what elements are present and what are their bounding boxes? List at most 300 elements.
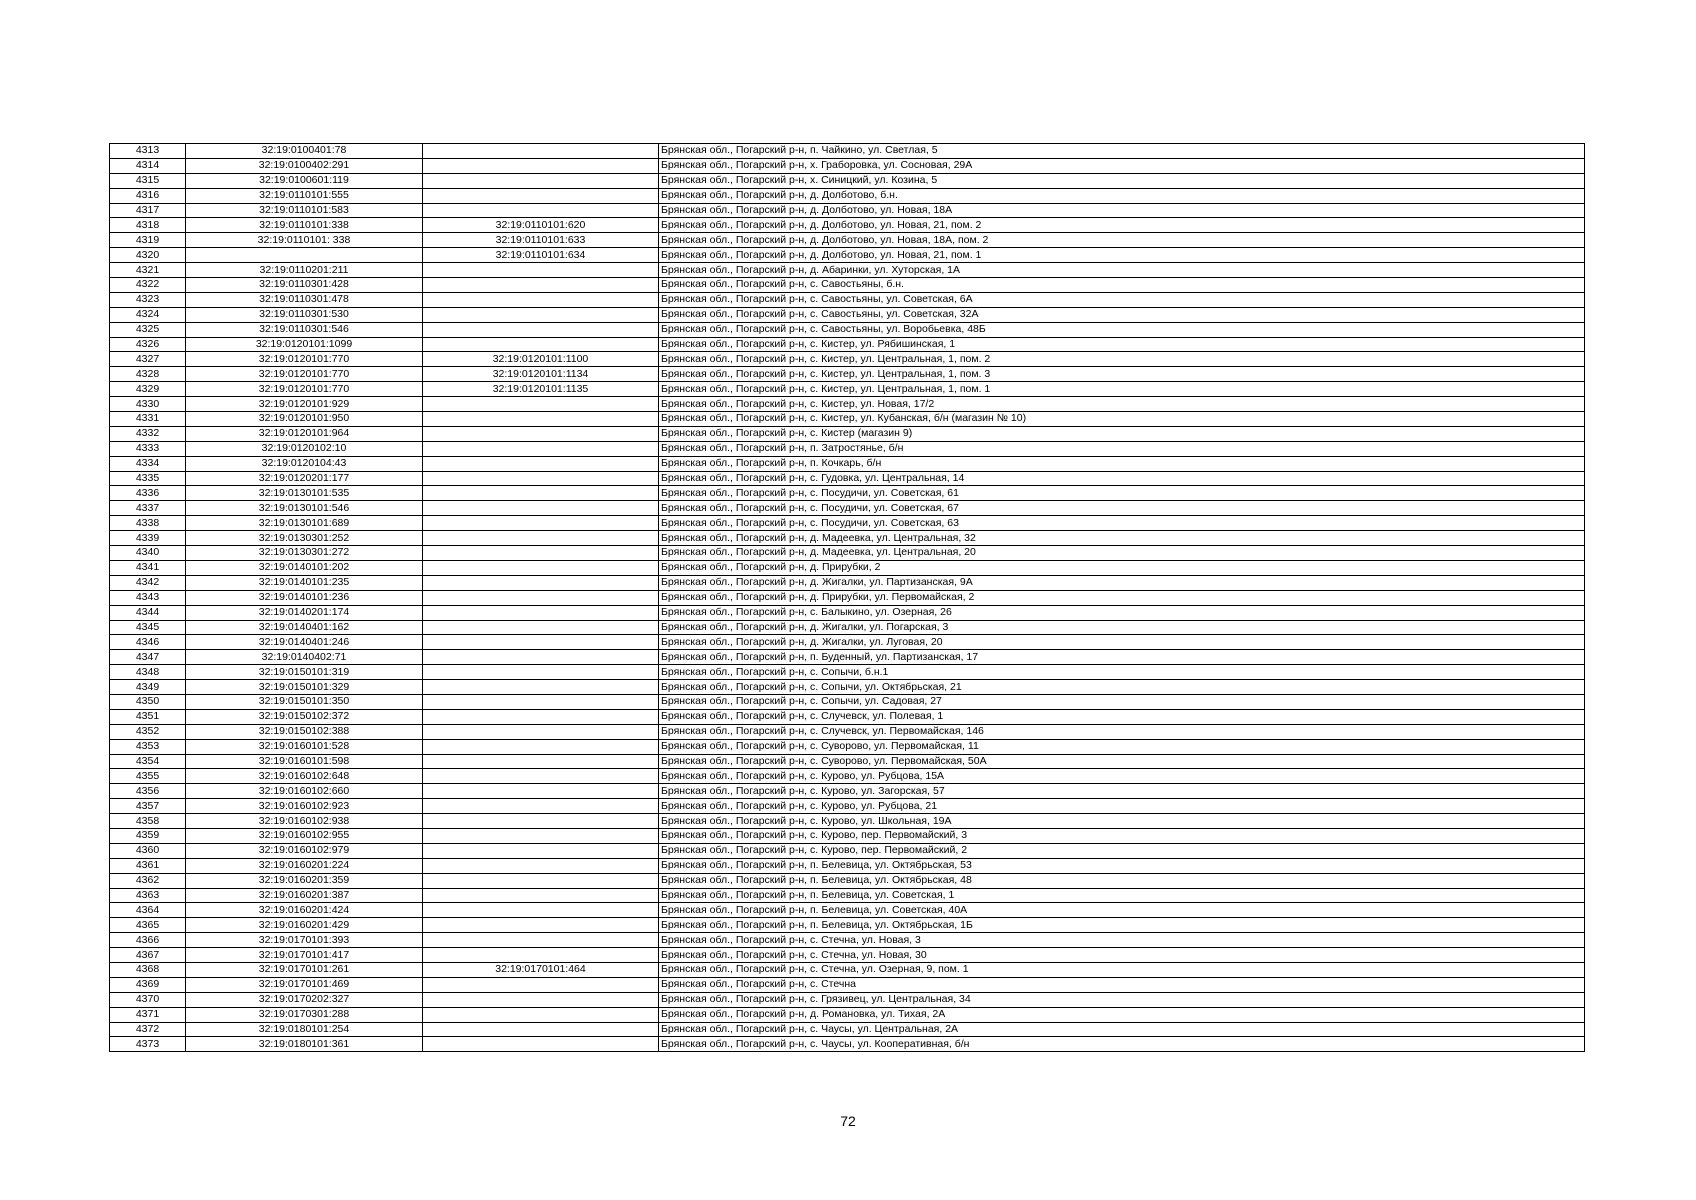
table-row	[110, 158, 1585, 173]
cadastral-number-cell: 32:19:0120201:177	[186, 471, 423, 486]
cadastral-number-cell: 32:19:0150101:350	[186, 694, 423, 709]
row-number-cell: 4356	[110, 784, 186, 799]
premises-cadastral-number-cell: 32:19:0110101:634	[423, 248, 659, 263]
premises-cadastral-number-cell	[423, 739, 659, 754]
table-row	[110, 188, 1585, 203]
row-number-cell: 4317	[110, 203, 186, 218]
address-cell: Брянская обл., Погарский р-н, с. Курово, ул. Школьная, 19А	[659, 814, 1585, 829]
premises-cadastral-number-cell	[423, 769, 659, 784]
table-row	[110, 501, 1585, 516]
cadastral-number-cell: 32:19:0110101:338	[186, 218, 423, 233]
row-number-cell: 4324	[110, 307, 186, 322]
row-number-cell: 4326	[110, 337, 186, 352]
cadastral-number-cell: 32:19:0150102:388	[186, 724, 423, 739]
cadastral-number-cell: 32:19:0140402:71	[186, 650, 423, 665]
cadastral-number-cell: 32:19:0160102:938	[186, 814, 423, 829]
premises-cadastral-number-cell	[423, 531, 659, 546]
premises-cadastral-number-cell	[423, 263, 659, 278]
row-number-cell: 4359	[110, 828, 186, 843]
table-row	[110, 307, 1585, 322]
registry-table-body	[110, 144, 1585, 1052]
cadastral-number-cell: 32:19:0160102:923	[186, 799, 423, 814]
cadastral-number-cell: 32:19:0130101:535	[186, 486, 423, 501]
address-cell: Брянская обл., Погарский р-н, с. Суворово, ул. Первомайская, 11	[659, 739, 1585, 754]
cadastral-number-cell: 32:19:0120101:1099	[186, 337, 423, 352]
cadastral-number-cell: 32:19:0130301:272	[186, 546, 423, 561]
row-number-cell: 4348	[110, 665, 186, 680]
premises-cadastral-number-cell	[423, 1022, 659, 1037]
cadastral-number-cell: 32:19:0130301:252	[186, 531, 423, 546]
premises-cadastral-number-cell	[423, 188, 659, 203]
premises-cadastral-number-cell	[423, 948, 659, 963]
table-row	[110, 560, 1585, 575]
premises-cadastral-number-cell	[423, 814, 659, 829]
cadastral-number-cell: 32:19:0140101:235	[186, 575, 423, 590]
row-number-cell: 4338	[110, 516, 186, 531]
address-cell: Брянская обл., Погарский р-н, п. Затростянье, б/н	[659, 441, 1585, 456]
premises-cadastral-number-cell	[423, 292, 659, 307]
cadastral-number-cell: 32:19:0140101:236	[186, 590, 423, 605]
premises-cadastral-number-cell: 32:19:0110101:633	[423, 233, 659, 248]
row-number-cell: 4370	[110, 992, 186, 1007]
premises-cadastral-number-cell	[423, 903, 659, 918]
premises-cadastral-number-cell	[423, 709, 659, 724]
table-row	[110, 203, 1585, 218]
address-cell: Брянская обл., Погарский р-н, с. Кистер, ул. Центральная, 1, пом. 2	[659, 352, 1585, 367]
premises-cadastral-number-cell	[423, 441, 659, 456]
cadastral-number-cell: 32:19:0110201:211	[186, 263, 423, 278]
address-cell: Брянская обл., Погарский р-н, д. Жигалки, ул. Партизанская, 9А	[659, 575, 1585, 590]
premises-cadastral-number-cell	[423, 843, 659, 858]
cadastral-number-cell: 32:19:0160101:598	[186, 754, 423, 769]
cadastral-number-cell: 32:19:0150101:329	[186, 680, 423, 695]
premises-cadastral-number-cell	[423, 471, 659, 486]
table-row	[110, 828, 1585, 843]
address-cell: Брянская обл., Погарский р-н, с. Гудовка, ул. Центральная, 14	[659, 471, 1585, 486]
table-row	[110, 1037, 1585, 1052]
row-number-cell: 4343	[110, 590, 186, 605]
premises-cadastral-number-cell: 32:19:0120101:1100	[423, 352, 659, 367]
premises-cadastral-number-cell	[423, 620, 659, 635]
table-row	[110, 680, 1585, 695]
table-row	[110, 650, 1585, 665]
cadastral-number-cell: 32:19:0100402:291	[186, 158, 423, 173]
address-cell: Брянская обл., Погарский р-н, д. Прирубки, 2	[659, 560, 1585, 575]
cadastral-number-cell: 32:19:0110101:583	[186, 203, 423, 218]
address-cell: Брянская обл., Погарский р-н, д. Романовка, ул. Тихая, 2А	[659, 1007, 1585, 1022]
table-row	[110, 292, 1585, 307]
cadastral-number-cell: 32:19:0170301:288	[186, 1007, 423, 1022]
cadastral-number-cell: 32:19:0100401:78	[186, 144, 423, 159]
address-cell: Брянская обл., Погарский р-н, п. Буденный, ул. Партизанская, 17	[659, 650, 1585, 665]
premises-cadastral-number-cell	[423, 486, 659, 501]
cadastral-number-cell: 32:19:0170101:417	[186, 948, 423, 963]
table-row	[110, 769, 1585, 784]
premises-cadastral-number-cell	[423, 173, 659, 188]
address-cell: Брянская обл., Погарский р-н, с. Стечна, ул. Озерная, 9, пом. 1	[659, 962, 1585, 977]
premises-cadastral-number-cell	[423, 694, 659, 709]
cadastral-number-cell: 32:19:0110101: 338	[186, 233, 423, 248]
premises-cadastral-number-cell	[423, 456, 659, 471]
address-cell: Брянская обл., Погарский р-н, д. Долботово, ул. Новая, 21, пом. 2	[659, 218, 1585, 233]
cadastral-number-cell: 32:19:0120101:770	[186, 382, 423, 397]
table-row	[110, 709, 1585, 724]
premises-cadastral-number-cell: 32:19:0110101:620	[423, 218, 659, 233]
address-cell: Брянская обл., Погарский р-н, д. Долботово, ул. Новая, 18А	[659, 203, 1585, 218]
row-number-cell: 4366	[110, 933, 186, 948]
address-cell: Брянская обл., Погарский р-н, с. Кистер, ул. Рябишинская, 1	[659, 337, 1585, 352]
table-row	[110, 233, 1585, 248]
cadastral-number-cell: 32:19:0160102:955	[186, 828, 423, 843]
address-cell: Брянская обл., Погарский р-н, с. Посудичи, ул. Советская, 61	[659, 486, 1585, 501]
row-number-cell: 4332	[110, 426, 186, 441]
address-cell: Брянская обл., Погарский р-н, д. Долботово, б.н.	[659, 188, 1585, 203]
premises-cadastral-number-cell	[423, 590, 659, 605]
row-number-cell: 4335	[110, 471, 186, 486]
row-number-cell: 4340	[110, 546, 186, 561]
table-row	[110, 635, 1585, 650]
row-number-cell: 4314	[110, 158, 186, 173]
premises-cadastral-number-cell	[423, 337, 659, 352]
table-row	[110, 322, 1585, 337]
table-row	[110, 412, 1585, 427]
cadastral-number-cell: 32:19:0150102:372	[186, 709, 423, 724]
table-row	[110, 843, 1585, 858]
table-row	[110, 962, 1585, 977]
row-number-cell: 4364	[110, 903, 186, 918]
address-cell: Брянская обл., Погарский р-н, п. Белевица, ул. Октябрьская, 1Б	[659, 918, 1585, 933]
address-cell: Брянская обл., Погарский р-н, д. Мадеевка, ул. Центральная, 20	[659, 546, 1585, 561]
cadastral-number-cell	[186, 248, 423, 263]
address-cell: Брянская обл., Погарский р-н, с. Стечна, ул. Новая, 3	[659, 933, 1585, 948]
address-cell: Брянская обл., Погарский р-н, д. Жигалки, ул. Погарская, 3	[659, 620, 1585, 635]
premises-cadastral-number-cell	[423, 307, 659, 322]
cadastral-number-cell: 32:19:0140201:174	[186, 605, 423, 620]
premises-cadastral-number-cell	[423, 322, 659, 337]
address-cell: Брянская обл., Погарский р-н, п. Чайкино, ул. Светлая, 5	[659, 144, 1585, 159]
table-row	[110, 456, 1585, 471]
address-cell: Брянская обл., Погарский р-н, д. Жигалки, ул. Луговая, 20	[659, 635, 1585, 650]
page-number: 72	[840, 1113, 856, 1129]
table-row	[110, 814, 1585, 829]
address-cell: Брянская обл., Погарский р-н, с. Чаусы, ул. Кооперативная, б/н	[659, 1037, 1585, 1052]
table-row	[110, 620, 1585, 635]
cadastral-number-cell: 32:19:0160102:648	[186, 769, 423, 784]
premises-cadastral-number-cell: 32:19:0170101:464	[423, 962, 659, 977]
premises-cadastral-number-cell	[423, 784, 659, 799]
address-cell: Брянская обл., Погарский р-н, с. Кистер (магазин 9)	[659, 426, 1585, 441]
row-number-cell: 4358	[110, 814, 186, 829]
cadastral-number-cell: 32:19:0160201:429	[186, 918, 423, 933]
premises-cadastral-number-cell: 32:19:0120101:1135	[423, 382, 659, 397]
table-row	[110, 799, 1585, 814]
premises-cadastral-number-cell	[423, 516, 659, 531]
row-number-cell: 4319	[110, 233, 186, 248]
premises-cadastral-number-cell	[423, 412, 659, 427]
address-cell: Брянская обл., Погарский р-н, с. Сопычи, ул. Садовая, 27	[659, 694, 1585, 709]
row-number-cell: 4325	[110, 322, 186, 337]
table-row	[110, 382, 1585, 397]
row-number-cell: 4349	[110, 680, 186, 695]
cadastral-number-cell: 32:19:0180101:361	[186, 1037, 423, 1052]
cadastral-number-cell: 32:19:0120104:43	[186, 456, 423, 471]
cadastral-number-cell: 32:19:0130101:546	[186, 501, 423, 516]
row-number-cell: 4330	[110, 397, 186, 412]
cadastral-number-cell: 32:19:0110301:478	[186, 292, 423, 307]
cadastral-number-cell: 32:19:0120101:964	[186, 426, 423, 441]
row-number-cell: 4355	[110, 769, 186, 784]
table-row	[110, 873, 1585, 888]
address-cell: Брянская обл., Погарский р-н, с. Суворово, ул. Первомайская, 50А	[659, 754, 1585, 769]
address-cell: Брянская обл., Погарский р-н, х. Граборовка, ул. Сосновая, 29А	[659, 158, 1585, 173]
address-cell: Брянская обл., Погарский р-н, д. Абаринки, ул. Хуторская, 1А	[659, 263, 1585, 278]
premises-cadastral-number-cell	[423, 501, 659, 516]
address-cell: Брянская обл., Погарский р-н, с. Посудичи, ул. Советская, 63	[659, 516, 1585, 531]
cadastral-number-cell: 32:19:0160201:224	[186, 858, 423, 873]
address-cell: Брянская обл., Погарский р-н, с. Савостьяны, ул. Воробьевка, 48Б	[659, 322, 1585, 337]
address-cell: Брянская обл., Погарский р-н, с. Курово, ул. Рубцова, 15А	[659, 769, 1585, 784]
row-number-cell: 4318	[110, 218, 186, 233]
cadastral-number-cell: 32:19:0140401:246	[186, 635, 423, 650]
row-number-cell: 4339	[110, 531, 186, 546]
address-cell: Брянская обл., Погарский р-н, п. Кочкарь, б/н	[659, 456, 1585, 471]
cadastral-number-cell: 32:19:0160201:424	[186, 903, 423, 918]
row-number-cell: 4362	[110, 873, 186, 888]
premises-cadastral-number-cell	[423, 278, 659, 293]
row-number-cell: 4346	[110, 635, 186, 650]
cadastral-number-cell: 32:19:0160201:359	[186, 873, 423, 888]
premises-cadastral-number-cell	[423, 828, 659, 843]
address-cell: Брянская обл., Погарский р-н, д. Мадеевка, ул. Центральная, 32	[659, 531, 1585, 546]
premises-cadastral-number-cell	[423, 635, 659, 650]
cadastral-number-cell: 32:19:0160101:528	[186, 739, 423, 754]
table-row	[110, 888, 1585, 903]
row-number-cell: 4315	[110, 173, 186, 188]
cadastral-number-cell: 32:19:0120101:950	[186, 412, 423, 427]
table-row	[110, 1007, 1585, 1022]
row-number-cell: 4334	[110, 456, 186, 471]
cadastral-number-cell: 32:19:0180101:254	[186, 1022, 423, 1037]
cadastral-number-cell: 32:19:0140401:162	[186, 620, 423, 635]
address-cell: Брянская обл., Погарский р-н, с. Савостьяны, ул. Советская, 6А	[659, 292, 1585, 307]
premises-cadastral-number-cell	[423, 144, 659, 159]
table-row	[110, 263, 1585, 278]
address-cell: Брянская обл., Погарский р-н, с. Курово, пер. Первомайский, 3	[659, 828, 1585, 843]
address-cell: Брянская обл., Погарский р-н, с. Посудичи, ул. Советская, 67	[659, 501, 1585, 516]
address-cell: Брянская обл., Погарский р-н, с. Чаусы, ул. Центральная, 2А	[659, 1022, 1585, 1037]
row-number-cell: 4322	[110, 278, 186, 293]
premises-cadastral-number-cell	[423, 1037, 659, 1052]
row-number-cell: 4342	[110, 575, 186, 590]
table-row	[110, 605, 1585, 620]
premises-cadastral-number-cell	[423, 977, 659, 992]
premises-cadastral-number-cell	[423, 575, 659, 590]
row-number-cell: 4331	[110, 412, 186, 427]
address-cell: Брянская обл., Погарский р-н, с. Кистер, ул. Кубанская, б/н (магазин № 10)	[659, 412, 1585, 427]
row-number-cell: 4373	[110, 1037, 186, 1052]
cadastral-number-cell: 32:19:0160201:387	[186, 888, 423, 903]
row-number-cell: 4354	[110, 754, 186, 769]
address-cell: Брянская обл., Погарский р-н, с. Случевск, ул. Полевая, 1	[659, 709, 1585, 724]
row-number-cell: 4371	[110, 1007, 186, 1022]
premises-cadastral-number-cell	[423, 680, 659, 695]
cadastral-number-cell: 32:19:0100601:119	[186, 173, 423, 188]
address-cell: Брянская обл., Погарский р-н, с. Стечна	[659, 977, 1585, 992]
table-row	[110, 441, 1585, 456]
address-cell: Брянская обл., Погарский р-н, с. Грязивец, ул. Центральная, 34	[659, 992, 1585, 1007]
table-row	[110, 248, 1585, 263]
cadastral-number-cell: 32:19:0140101:202	[186, 560, 423, 575]
cadastral-number-cell: 32:19:0120101:770	[186, 352, 423, 367]
address-cell: Брянская обл., Погарский р-н, с. Курово, ул. Загорская, 57	[659, 784, 1585, 799]
table-row	[110, 948, 1585, 963]
table-row	[110, 992, 1585, 1007]
table-row	[110, 724, 1585, 739]
table-row	[110, 590, 1585, 605]
premises-cadastral-number-cell	[423, 203, 659, 218]
table-row	[110, 278, 1585, 293]
address-cell: Брянская обл., Погарский р-н, с. Савостьяны, ул. Советская, 32А	[659, 307, 1585, 322]
table-row	[110, 531, 1585, 546]
row-number-cell: 4367	[110, 948, 186, 963]
cadastral-number-cell: 32:19:0150101:319	[186, 665, 423, 680]
table-row	[110, 665, 1585, 680]
table-row	[110, 858, 1585, 873]
table-row	[110, 977, 1585, 992]
row-number-cell: 4372	[110, 1022, 186, 1037]
row-number-cell: 4313	[110, 144, 186, 159]
table-row	[110, 516, 1585, 531]
table-row	[110, 173, 1585, 188]
address-cell: Брянская обл., Погарский р-н, с. Балыкино, ул. Озерная, 26	[659, 605, 1585, 620]
cadastral-number-cell: 32:19:0170202:327	[186, 992, 423, 1007]
premises-cadastral-number-cell: 32:19:0120101:1134	[423, 367, 659, 382]
table-row	[110, 903, 1585, 918]
table-row	[110, 486, 1585, 501]
table-row	[110, 694, 1585, 709]
cadastral-number-cell: 32:19:0170101:469	[186, 977, 423, 992]
address-cell: Брянская обл., Погарский р-н, п. Белевица, ул. Советская, 40А	[659, 903, 1585, 918]
cadastral-number-cell: 32:19:0110101:555	[186, 188, 423, 203]
row-number-cell: 4365	[110, 918, 186, 933]
premises-cadastral-number-cell	[423, 888, 659, 903]
address-cell: Брянская обл., Погарский р-н, с. Кистер, ул. Новая, 17/2	[659, 397, 1585, 412]
address-cell: Брянская обл., Погарский р-н, п. Белевица, ул. Октябрьская, 53	[659, 858, 1585, 873]
row-number-cell: 4347	[110, 650, 186, 665]
premises-cadastral-number-cell	[423, 560, 659, 575]
cadastral-number-cell: 32:19:0130101:689	[186, 516, 423, 531]
address-cell: Брянская обл., Погарский р-н, п. Белевица, ул. Советская, 1	[659, 888, 1585, 903]
premises-cadastral-number-cell	[423, 799, 659, 814]
cadastral-number-cell: 32:19:0160102:660	[186, 784, 423, 799]
premises-cadastral-number-cell	[423, 933, 659, 948]
table-row	[110, 337, 1585, 352]
row-number-cell: 4327	[110, 352, 186, 367]
cadastral-number-cell: 32:19:0120101:770	[186, 367, 423, 382]
premises-cadastral-number-cell	[423, 873, 659, 888]
table-row	[110, 218, 1585, 233]
table-row	[110, 471, 1585, 486]
cadastral-number-cell: 32:19:0170101:393	[186, 933, 423, 948]
address-cell: Брянская обл., Погарский р-н, с. Савостьяны, б.н.	[659, 278, 1585, 293]
table-row	[110, 397, 1585, 412]
premises-cadastral-number-cell	[423, 665, 659, 680]
table-row	[110, 784, 1585, 799]
row-number-cell: 4336	[110, 486, 186, 501]
table-row	[110, 933, 1585, 948]
address-cell: Брянская обл., Погарский р-н, с. Кистер, ул. Центральная, 1, пом. 1	[659, 382, 1585, 397]
premises-cadastral-number-cell	[423, 158, 659, 173]
premises-cadastral-number-cell	[423, 724, 659, 739]
cadastral-number-cell: 32:19:0110301:546	[186, 322, 423, 337]
table-row	[110, 352, 1585, 367]
row-number-cell: 4333	[110, 441, 186, 456]
address-cell: Брянская обл., Погарский р-н, с. Случевск, ул. Первомайская, 146	[659, 724, 1585, 739]
row-number-cell: 4320	[110, 248, 186, 263]
table-row	[110, 426, 1585, 441]
address-cell: Брянская обл., Погарский р-н, с. Сопычи, ул. Октябрьская, 21	[659, 680, 1585, 695]
address-cell: Брянская обл., Погарский р-н, д. Долботово, ул. Новая, 21, пом. 1	[659, 248, 1585, 263]
row-number-cell: 4344	[110, 605, 186, 620]
row-number-cell: 4353	[110, 739, 186, 754]
cadastral-number-cell: 32:19:0120101:929	[186, 397, 423, 412]
row-number-cell: 4337	[110, 501, 186, 516]
address-cell: Брянская обл., Погарский р-н, д. Прирубки, ул. Первомайская, 2	[659, 590, 1585, 605]
premises-cadastral-number-cell	[423, 546, 659, 561]
cadastral-number-cell: 32:19:0110301:428	[186, 278, 423, 293]
premises-cadastral-number-cell	[423, 992, 659, 1007]
premises-cadastral-number-cell	[423, 426, 659, 441]
row-number-cell: 4361	[110, 858, 186, 873]
cadastral-number-cell: 32:19:0110301:530	[186, 307, 423, 322]
row-number-cell: 4316	[110, 188, 186, 203]
cadastral-number-cell: 32:19:0160102:979	[186, 843, 423, 858]
table-row	[110, 546, 1585, 561]
row-number-cell: 4352	[110, 724, 186, 739]
cadastral-number-cell: 32:19:0120102:10	[186, 441, 423, 456]
row-number-cell: 4368	[110, 962, 186, 977]
address-cell: Брянская обл., Погарский р-н, с. Стечна, ул. Новая, 30	[659, 948, 1585, 963]
table-row	[110, 1022, 1585, 1037]
address-cell: Брянская обл., Погарский р-н, с. Курово, ул. Рубцова, 21	[659, 799, 1585, 814]
row-number-cell: 4357	[110, 799, 186, 814]
address-cell: Брянская обл., Погарский р-н, х. Синицкий, ул. Козина, 5	[659, 173, 1585, 188]
table-row	[110, 754, 1585, 769]
row-number-cell: 4363	[110, 888, 186, 903]
address-cell: Брянская обл., Погарский р-н, п. Белевица, ул. Октябрьская, 48	[659, 873, 1585, 888]
row-number-cell: 4328	[110, 367, 186, 382]
row-number-cell: 4360	[110, 843, 186, 858]
premises-cadastral-number-cell	[423, 754, 659, 769]
row-number-cell: 4323	[110, 292, 186, 307]
address-cell: Брянская обл., Погарский р-н, с. Кистер, ул. Центральная, 1, пом. 3	[659, 367, 1585, 382]
premises-cadastral-number-cell	[423, 397, 659, 412]
row-number-cell: 4329	[110, 382, 186, 397]
premises-cadastral-number-cell	[423, 1007, 659, 1022]
registry-table	[109, 143, 1585, 1052]
table-row	[110, 575, 1585, 590]
address-cell: Брянская обл., Погарский р-н, с. Курово, пер. Первомайский, 2	[659, 843, 1585, 858]
row-number-cell: 4350	[110, 694, 186, 709]
row-number-cell: 4351	[110, 709, 186, 724]
row-number-cell: 4345	[110, 620, 186, 635]
premises-cadastral-number-cell	[423, 605, 659, 620]
table-row	[110, 144, 1585, 159]
table-row	[110, 367, 1585, 382]
row-number-cell: 4341	[110, 560, 186, 575]
row-number-cell: 4369	[110, 977, 186, 992]
table-row	[110, 739, 1585, 754]
